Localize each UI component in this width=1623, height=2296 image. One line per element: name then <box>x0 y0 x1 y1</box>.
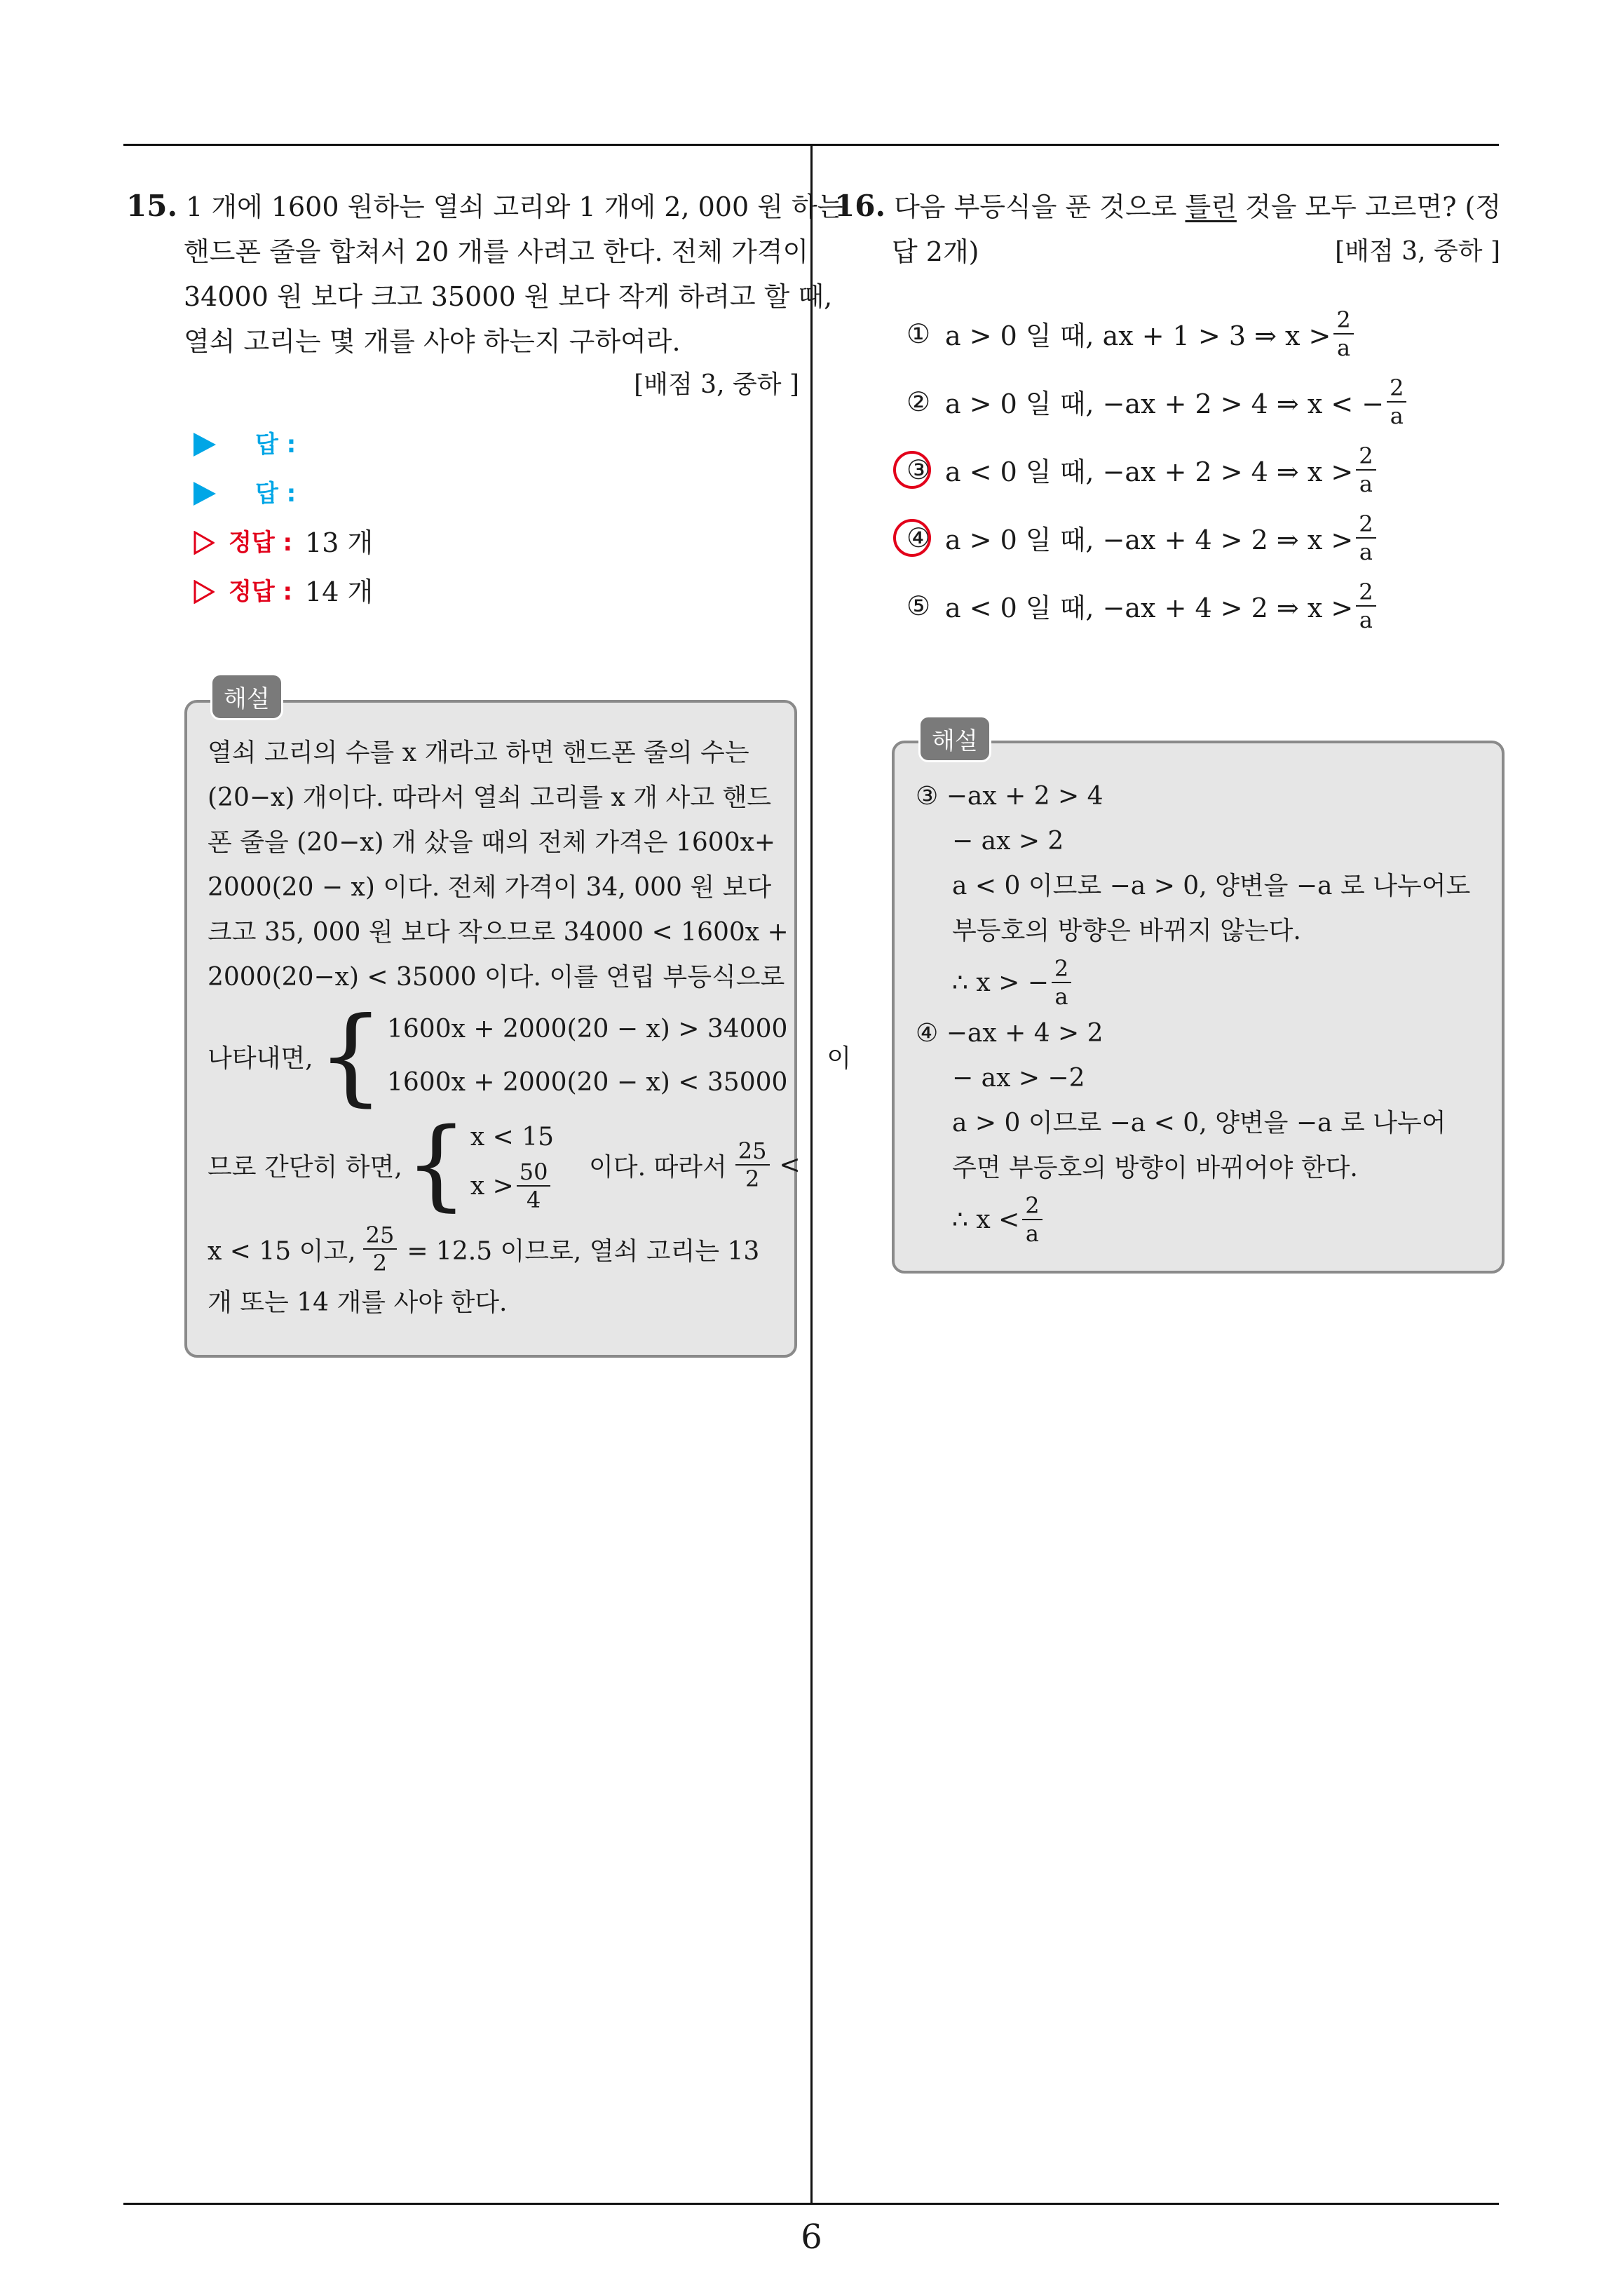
q15-line-2: 핸드폰 줄을 합쳐서 20 개를 사려고 한다. 전체 가격이 <box>184 236 809 267</box>
choice-1[interactable]: ① a > 0 일 때, ax + 1 > 3 ⇒ x > $\frac{2}{a}$ <box>897 299 1507 367</box>
fraction: $\frac{2}{a}$ <box>1022 1192 1042 1247</box>
correct-answer-value: 13 개 <box>305 527 374 558</box>
fraction: $\frac{2}{a}$ <box>1333 306 1353 361</box>
answer-row <box>193 420 799 469</box>
left-brace: { <box>405 1107 468 1222</box>
q16-number: 16. <box>834 189 886 223</box>
choice-3[interactable]: ③ a < 0 일 때, −ax + 2 > 4 ⇒ x > $\frac{2}{a}$ <box>897 435 1507 504</box>
question-15 <box>126 184 843 616</box>
correct-answer-row <box>193 567 799 616</box>
q15-line-1: 15. 1 개에 1600 원하는 열쇠 고리와 1 개에 2, 000 원 하는 <box>126 189 843 223</box>
fraction: $\frac{2}{a}$ <box>1356 579 1376 633</box>
left-brace: { <box>317 995 384 1117</box>
q16-solution-tab: 해설 <box>918 715 991 762</box>
q16-line-2: 답 2개) [배점 3, 중하 ] <box>834 229 1507 274</box>
q15-line-3: 34000 원 보다 크고 35000 원 보다 작게 하려고 할 때, <box>184 281 833 312</box>
fraction: $\frac{2}{a}$ <box>1387 374 1406 429</box>
q15-solution-text: 열쇠 고리의 수를 x 개라고 하면 핸드폰 줄의 수는 (20−x) 개이다. 따라서 열쇠 고리를 x 개 사고 핸드 폰 줄을 (20−x) 개 샀을 때의 전체 가격은 1600x+ 2000(20 − x) 이다. 전체 가격이 34, 000 원 보다 크고 35, 000 원 보다 작으므로 34000 < 1600x + 2000(20−x) < 35000 이다. 이를 연립 부등식으로 나타내면, { 1600x + 2000(20 − x) > 34000 1600x + 2000(20 − x) < 35000 이 므로 간단히 하면, { x < 15 x > $\frac{50}{4}$ 이다. 따라서 $\frac{25}{2}$ < x < 15 이고, $\frac{25}{2}$ = 12.5 이므로, 열쇠 고리는 13 개 또는 14 개를 사야 한다. <box>208 738 852 1317</box>
q15-solution-tab: 해설 <box>210 673 283 720</box>
q16-line-1: 16. 다음 부등식을 푼 것으로 틀린 것을 모두 고르면? (정 <box>834 189 1502 223</box>
choice-5[interactable]: ⑤ a < 0 일 때, −ax + 4 > 2 ⇒ x > $\frac{2}{a}$ <box>897 572 1507 640</box>
choice-4[interactable]: ④ a > 0 일 때, −ax + 4 > 2 ⇒ x > $\frac{2}{a}$ <box>897 504 1507 572</box>
correct-label: 정답 : <box>229 529 293 557</box>
system-of-inequalities: 나타내면, { 1600x + 2000(20 − x) > 34000 1600x + 2000(20 − x) < 35000 이 <box>208 995 852 1117</box>
q15-line-4: 열쇠 고리는 몇 개를 사야 하는지 구하여라. <box>184 326 681 357</box>
correct-label: 정답 : <box>229 578 293 606</box>
q15-number: 15. <box>126 189 178 223</box>
fraction: $\frac{2}{a}$ <box>1052 955 1071 1010</box>
q15-answers <box>126 420 799 616</box>
correct-answer-row <box>193 518 799 567</box>
answer-row <box>193 469 799 518</box>
question-16 <box>834 184 1507 640</box>
fraction: $\frac{25}{2}$ <box>735 1137 770 1192</box>
page-number: 6 <box>801 2217 822 2257</box>
red-circle-mark-icon <box>893 451 931 489</box>
filled-triangle-icon <box>193 482 216 506</box>
q15-meta: [배점 3, 중하 ] <box>634 370 799 399</box>
fraction: $\frac{25}{2}$ <box>363 1222 398 1276</box>
open-triangle-icon <box>193 531 215 555</box>
bottom-rule <box>123 2203 1499 2205</box>
answer-label: 답 : <box>255 431 297 459</box>
simplified-system: 므로 간단히 하면, { x < 15 x > $\frac{50}{4}$ 이다. 따라서 $\frac{25}{2}$ < <box>208 1107 801 1222</box>
q16-choices <box>834 299 1507 640</box>
fraction: $\frac{2}{a}$ <box>1356 511 1376 565</box>
q16-meta: [배점 3, 중하 ] <box>1335 237 1500 266</box>
choice-2[interactable]: ② a > 0 일 때, −ax + 2 > 4 ⇒ x < − $\frac{2}{a}$ <box>897 367 1507 435</box>
red-circle-mark-icon <box>893 519 931 557</box>
fraction: $\frac{50}{4}$ <box>517 1159 551 1213</box>
open-triangle-icon <box>193 580 215 604</box>
answer-label: 답 : <box>255 480 297 508</box>
filled-triangle-icon <box>193 433 216 457</box>
q16-solution-text: ③ −ax + 2 > 4 − ax > 2 a < 0 이므로 −a > 0, 양변을 −a 로 나누어도 부등호의 방향은 바뀌지 않는다. ∴ x > − $\frac{2}{a}$ ④ −ax + 4 > 2 − ax > −2 a > 0 이므로 −a < 0, 양변을 −a 로 나누어 주면 부등호의 방향이 바뀌어야 한다. ∴ x < $\frac{2}{a}$ <box>916 782 1471 1247</box>
correct-answer-value: 14 개 <box>305 576 374 607</box>
fraction: $\frac{2}{a}$ <box>1356 443 1376 497</box>
